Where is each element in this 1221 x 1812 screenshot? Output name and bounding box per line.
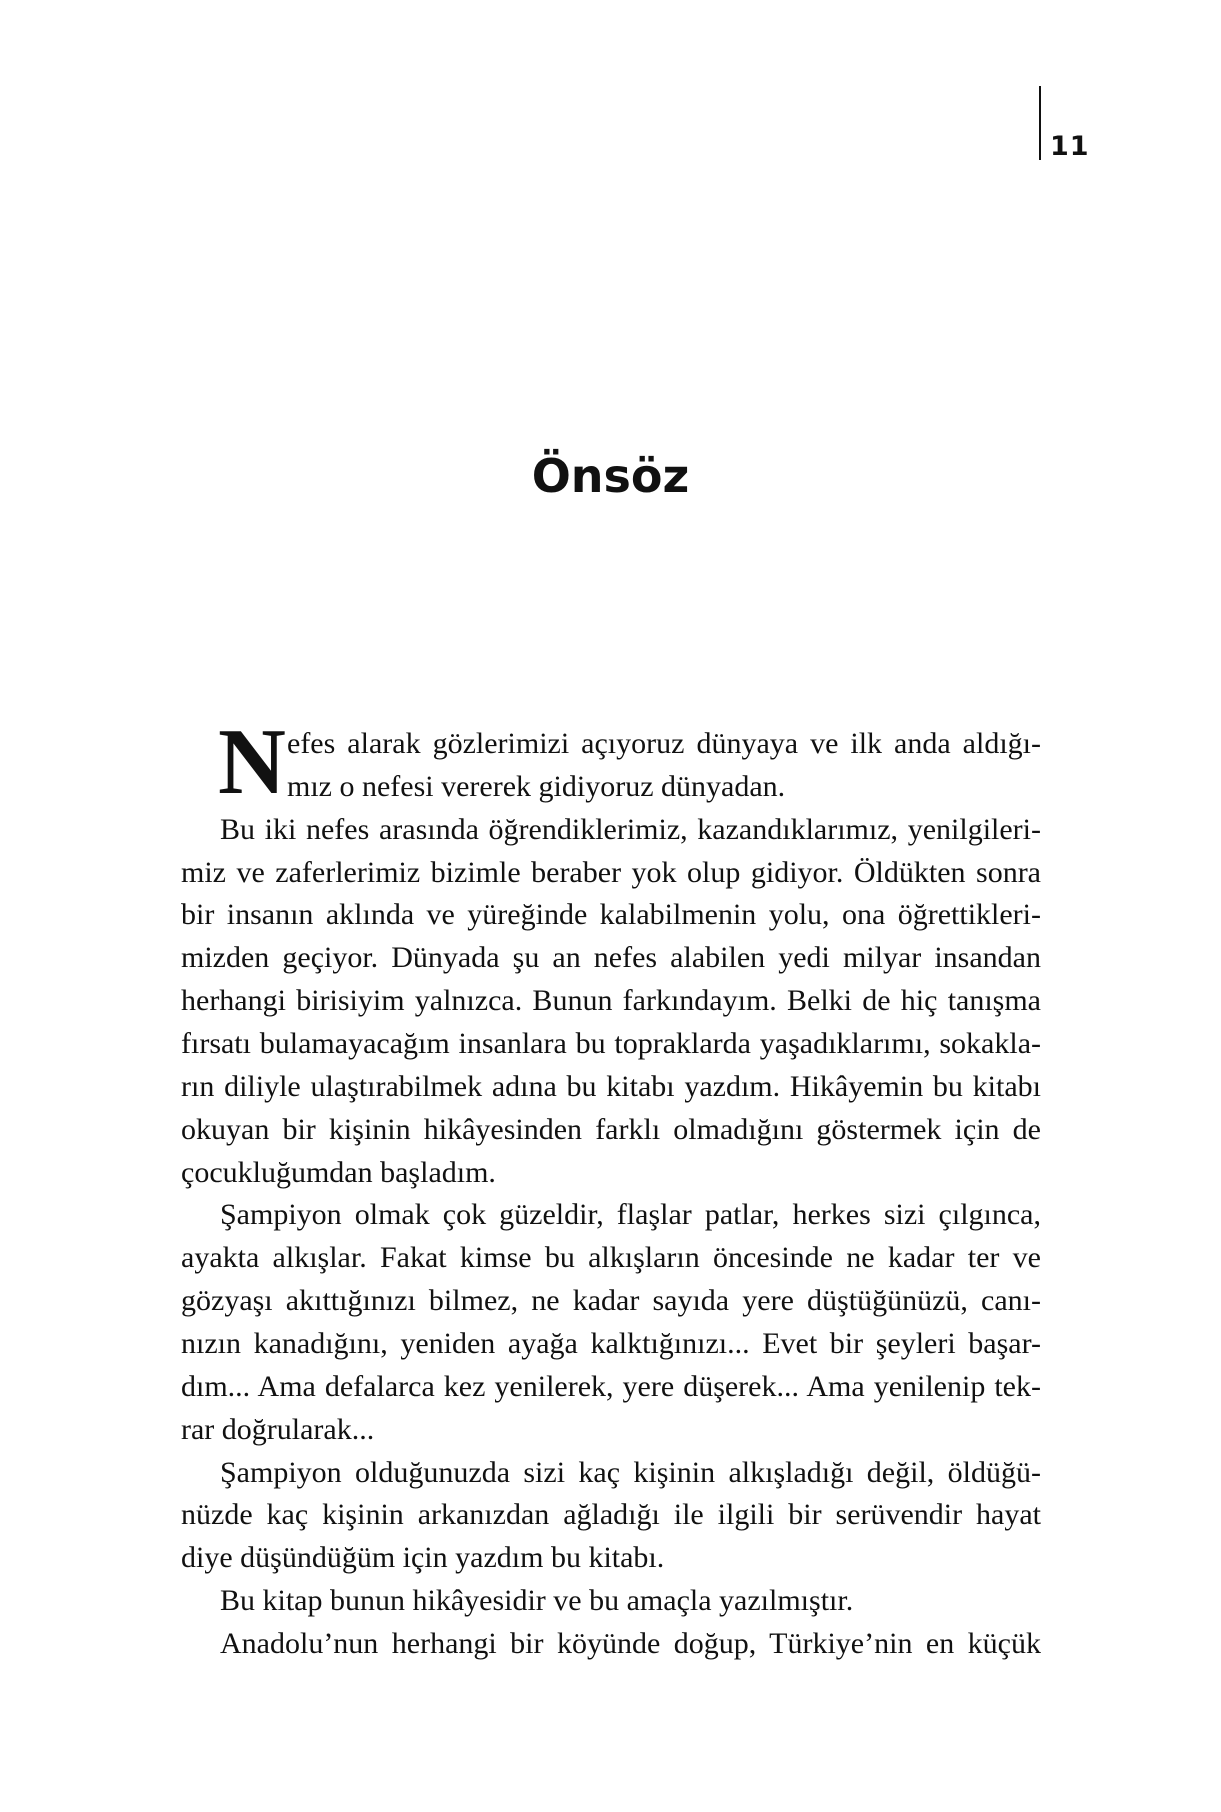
text-line: [220, 812, 1041, 848]
text-line: [181, 1540, 664, 1576]
text-line-content: Bu kitap bunun hikâyesidir ve bu amaçla yazılmıştır.: [220, 1584, 854, 1618]
text-line-content: Şampiyon olmak çok güzeldir, flaşlar patlar, herkes sizi çılgınca,: [220, 1198, 1041, 1232]
text-line-content: Bu iki nefes arasında öğrendiklerimiz, kazandıklarımız, yenilgileri-: [220, 812, 1041, 846]
text-line: [181, 1283, 1041, 1319]
text-line-content: rın diliyle ulaştırabilmek adına bu kitabı yazdım. Hikâyemin bu kitabı: [181, 1069, 1041, 1103]
text-line: [181, 1155, 496, 1191]
text-line: [181, 1112, 1041, 1148]
text-line-content: miz ve zaferlerimiz bizimle beraber yok olup gidiyor. Öldükten sonra: [181, 855, 1041, 889]
text-line-content: efes alarak gözlerimizi açıyoruz dünyaya ve ilk anda aldığı-: [287, 727, 1041, 760]
page-number-rule: [1039, 86, 1041, 160]
text-line: [287, 769, 785, 805]
text-line: [181, 1497, 1041, 1533]
text-line: [181, 855, 1041, 891]
text-line: [181, 1412, 374, 1448]
text-line: [287, 726, 1041, 762]
text-line-content: gözyaşı akıttığınızı bilmez, ne kadar sayıda yere düştüğünüzü, canı-: [181, 1284, 1041, 1318]
text-line-content: fırsatı bulamayacağım insanlara bu topraklarda yaşadıklarımı, sokakla-: [181, 1027, 1041, 1061]
text-line-content: diye düşündüğüm için yazdım bu kitabı.: [181, 1541, 665, 1575]
text-line-content: rar doğrularak...: [181, 1412, 375, 1446]
text-line: [181, 1069, 1041, 1105]
text-line-content: çocukluğumdan başladım.: [181, 1155, 496, 1189]
text-line-content: mız o nefesi vererek gidiyoruz dünyadan.: [287, 769, 786, 803]
text-line: [220, 1455, 1041, 1491]
text-line: [181, 1369, 1041, 1405]
text-line-content: dım... Ama defalarca kez yenilerek, yere düşerek... Ama yenilenip tek-: [181, 1369, 1041, 1403]
text-line: [181, 1240, 1041, 1276]
text-line: [181, 983, 1041, 1019]
text-line: [220, 1197, 1041, 1233]
text-line-content: Anadolu’nun herhangi bir köyünde doğup, Türkiye’nin en küçük: [220, 1627, 1041, 1661]
text-line-content: bir insanın aklında ve yüreğinde kalabilmenin yolu, ona öğrettikleri-: [181, 898, 1041, 932]
text-line: [181, 897, 1041, 933]
text-line-content: mizden geçiyor. Dünyada şu an nefes alabilen yedi milyar insandan: [181, 941, 1041, 975]
page-number: 11: [1050, 131, 1090, 162]
text-line-content: Şampiyon olduğunuzda sizi kaç kişinin alkışladığı değil, öldüğü-: [220, 1455, 1041, 1489]
drop-cap: N: [218, 710, 286, 814]
text-line: [220, 1583, 853, 1619]
text-line-content: nüzde kaç kişinin arkanızdan ağladığı ile ilgili bir serüvendir hayat: [181, 1498, 1041, 1532]
text-line-content: ayakta alkışlar. Fakat kimse bu alkışların öncesinde ne kadar ter ve: [181, 1241, 1041, 1275]
text-line-content: herhangi birisiyim yalnızca. Bunun farkındayım. Belki de hiç tanışma: [181, 984, 1041, 1018]
text-line: [181, 1026, 1041, 1062]
page-title: Önsöz: [531, 449, 690, 503]
text-line: [220, 1626, 1041, 1662]
text-line: [181, 1326, 1041, 1362]
text-line-content: okuyan bir kişinin hikâyesinden farklı olmadığını göstermek için de: [181, 1112, 1041, 1146]
text-line: [181, 940, 1041, 976]
text-line-content: nızın kanadığını, yeniden ayağa kalktığınızı... Evet bir şeyleri başar-: [181, 1327, 1041, 1361]
